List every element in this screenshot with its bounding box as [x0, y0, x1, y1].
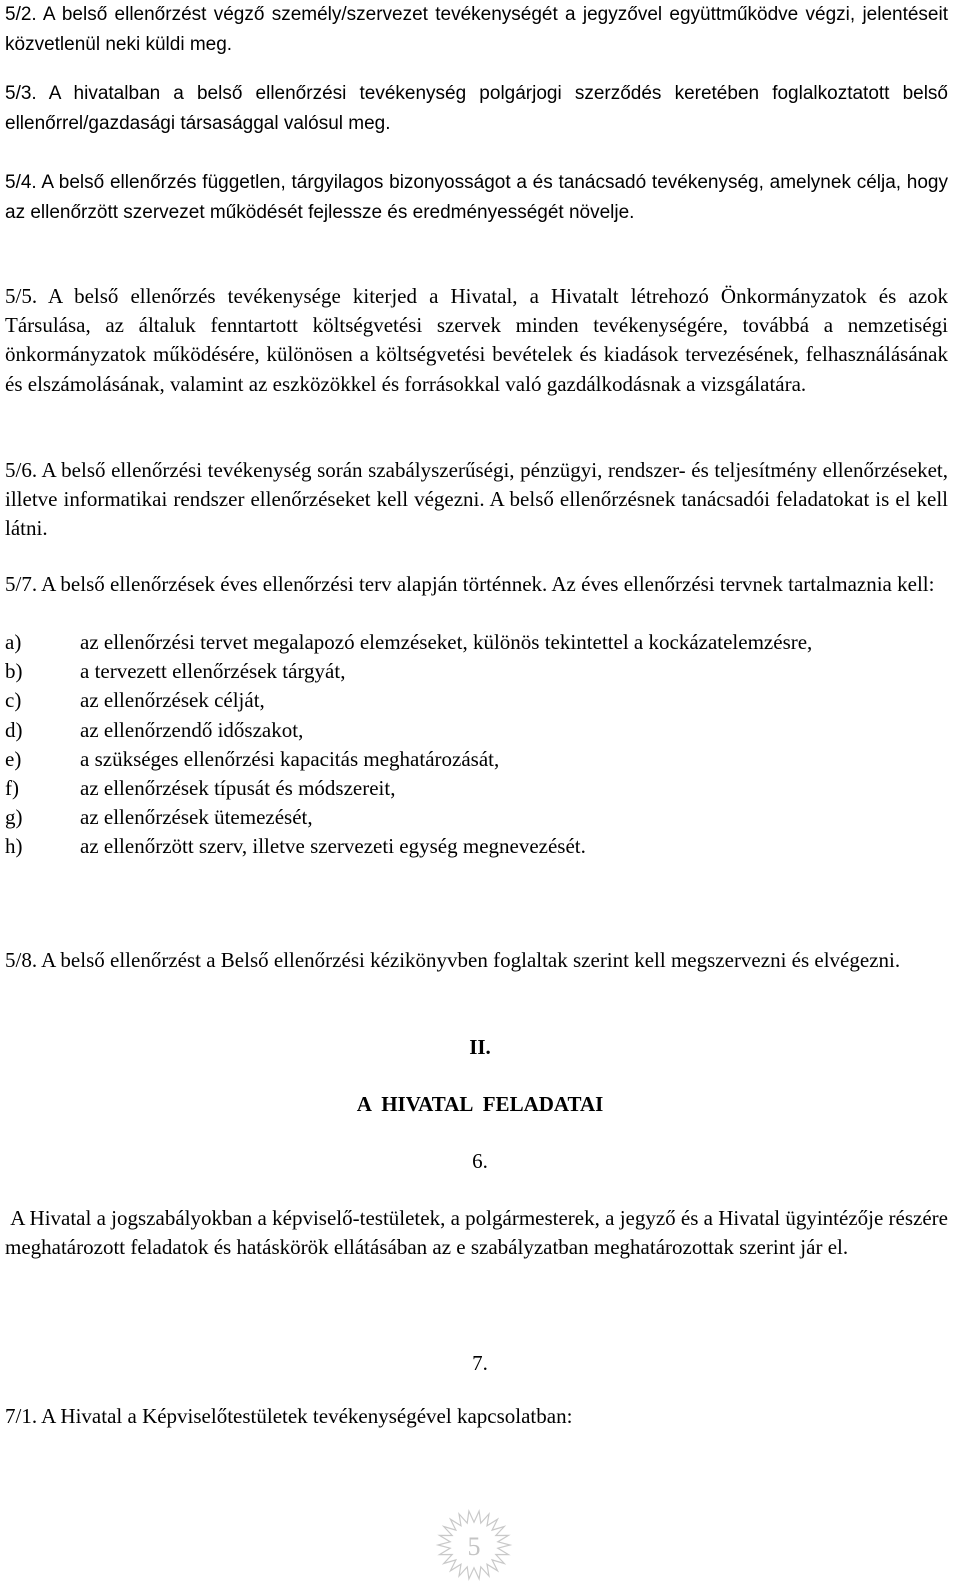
- section-number-6: 6.: [472, 1149, 488, 1173]
- chapter-title: A HIVATAL FELADATAI: [356, 1092, 604, 1116]
- chapter-number: II.: [469, 1035, 491, 1059]
- list-item: [5, 716, 948, 745]
- list-item-text: az ellenőrzések ütemezését,: [80, 805, 313, 830]
- list-item-text: az ellenőrzött szerv, illetve szervezeti egység megnevezését.: [80, 834, 586, 859]
- list-item-label: h): [5, 834, 23, 859]
- list-item: [5, 628, 948, 657]
- list-item: [5, 803, 948, 832]
- section-number-7: 7.: [472, 1351, 488, 1375]
- list-item-text: az ellenőrzések típusát és módszereit,: [80, 776, 396, 801]
- paragraph-7-1: 7/1. A Hivatal a Képviselőtestületek tevékenységével kapcsolatban:: [5, 1404, 573, 1428]
- list-item-text: a tervezett ellenőrzések tárgyát,: [80, 659, 346, 684]
- list-item-label: d): [5, 717, 23, 742]
- list-item: [5, 745, 948, 774]
- list-item-label: e): [5, 746, 22, 771]
- list-item: [5, 657, 948, 686]
- page-number-ornament: [419, 1505, 529, 1581]
- plan-contents-list: [5, 628, 948, 862]
- list-item: [5, 832, 948, 861]
- paragraph-5-7: 5/7. A belső ellenőrzések éves ellenőrzési terv alapján történnek. Az éves ellenőrzési tervnek tartalmaznia kell:: [5, 572, 935, 596]
- paragraph-5-2: 5/2. A belső ellenőrzést végző személy/szervezet tevékenységét a jegyzővel együttműködve végzi, jelentéseit közvetlenül neki küldi meg.: [5, 4, 948, 55]
- list-item: [5, 686, 948, 715]
- list-item-text: az ellenőrzések célját,: [80, 688, 265, 713]
- paragraph-5-4: 5/4. A belső ellenőrzés független, tárgyilagos bizonyosságot a és tanácsadó tevékenység, amelynek célja, hogy az ellenőrzött szervezet működését fejlessze és eredményességét növelje.: [5, 172, 948, 223]
- paragraph-5-3: 5/3. A hivatalban a belső ellenőrzési tevékenység polgárjogi szerződés keretében foglalkoztatott belső ellenőrrel/gazdasági társasággal valósul meg.: [5, 83, 948, 134]
- paragraph-5-5: 5/5. A belső ellenőrzés tevékenysége kiterjed a Hivatal, a Hivatalt létrehozó Önkormányzatok és azok Társulása, az általuk fenntartott költségvetési szervek minden tevékenységére, továbbá a nemzetiségi önkormányzatok működésére, különösen a költségvetési bevételek és kiadások tervezésének, felhasználásának és elszámolásának, valamint az eszközökkel és forrásokkal való gazdálkodásnak a vizsgálatára.: [5, 284, 948, 396]
- paragraph-5-8: 5/8. A belső ellenőrzést a Belső ellenőrzési kézikönyvben foglaltak szerint kell megszervezni és elvégezni.: [5, 948, 901, 972]
- list-item-text: a szükséges ellenőrzési kapacitás meghatározását,: [80, 746, 500, 771]
- list-item-text: az ellenőrzési tervet megalapozó elemzéseket, különös tekintettel a kockázatelemzésre,: [80, 630, 813, 654]
- page-number: 5: [467, 1532, 481, 1561]
- paragraph-6: A Hivatal a jogszabályokban a képviselő-testületek, a polgármesterek, a jegyző és a Hivatal ügyintézője részére meghatározott feladatok és hatáskörök ellátásában az e szabályzatban meghatározottak szerint jár el.: [5, 1206, 954, 1260]
- list-item-label: a): [5, 630, 22, 654]
- list-item-label: c): [5, 688, 22, 713]
- list-item-text: az ellenőrzendő időszakot,: [80, 717, 304, 742]
- list-item-label: g): [5, 805, 23, 830]
- starburst-ornament-icon: [419, 1505, 529, 1581]
- list-item: [5, 774, 948, 803]
- list-item-label: b): [5, 659, 23, 684]
- list-item-label: f): [5, 776, 19, 801]
- paragraph-5-6: 5/6. A belső ellenőrzési tevékenység során szabályszerűségi, pénzügyi, rendszer- és teljesítmény ellenőrzéseket, illetve informatikai rendszer ellenőrzéseket kell végezni. A belső ellenőrzésnek tanácsadói feladatokat is el kell látni.: [5, 458, 948, 541]
